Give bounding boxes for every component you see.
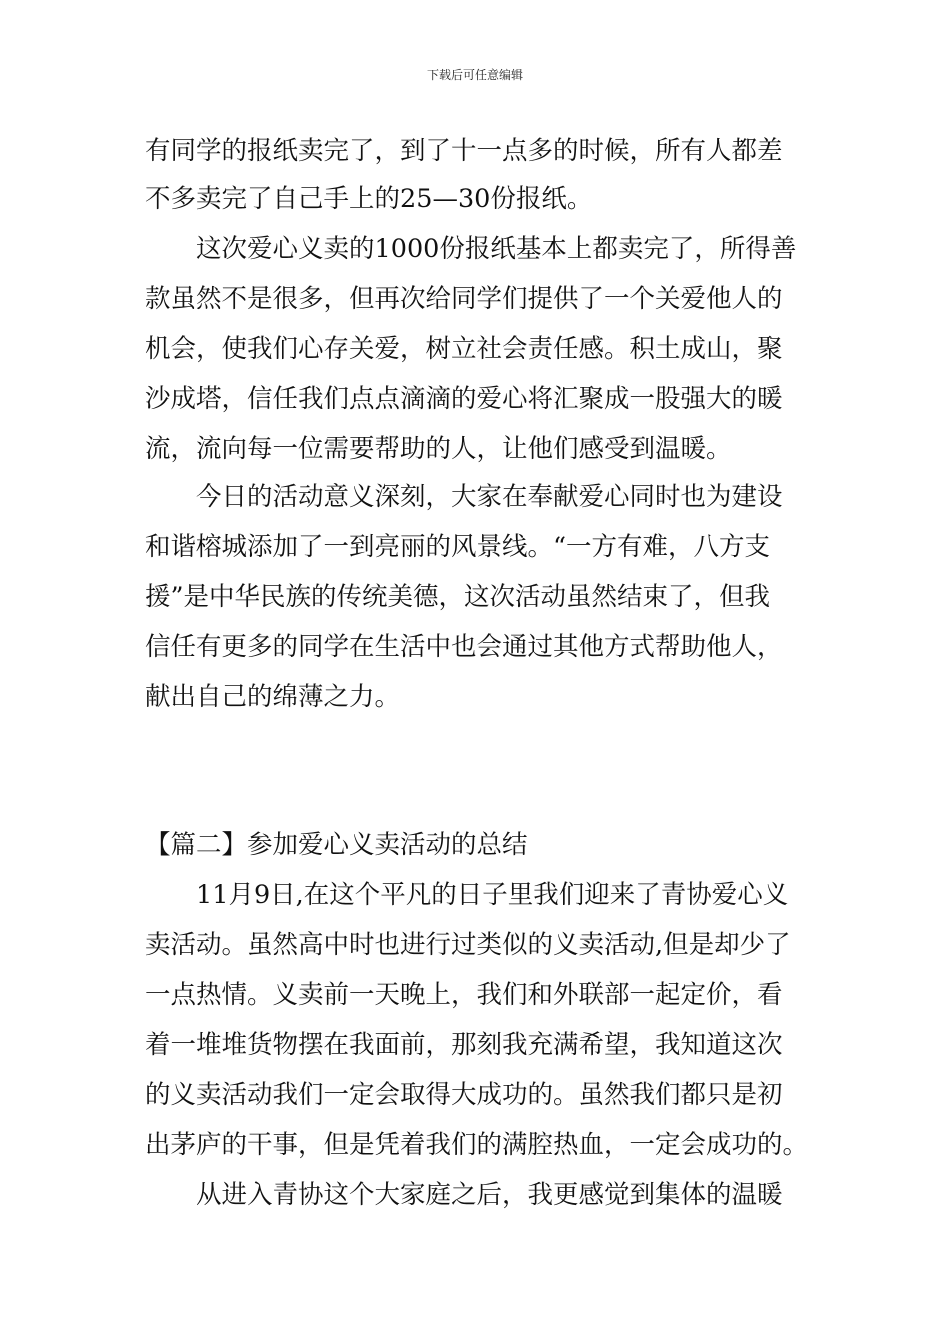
- section-heading: 【篇二】参加爱心义卖活动的总结: [145, 830, 528, 860]
- text-line: 着一堆堆货物摆在我面前，那刻我充满希望，我知道这次: [145, 1030, 783, 1060]
- text-line: 不多卖完了自己手上的25—30份报纸。: [145, 184, 593, 214]
- text-line: 卖活动。虽然高中时也进行过类似的义卖活动,但是却少了: [145, 930, 791, 960]
- text-line: 援”是中华民族的传统美德，这次活动虽然结束了，但我: [145, 582, 771, 612]
- text-line: 的义卖活动我们一定会取得大成功的。虽然我们都只是初: [145, 1080, 783, 1110]
- text-line: 有同学的报纸卖完了，到了十一点多的时候，所有人都差: [145, 136, 783, 166]
- text-line: 信任有更多的同学在生活中也会通过其他方式帮助他人，: [145, 632, 783, 662]
- paragraph-first-line: 11月9日,在这个平凡的日子里我们迎来了青协爱心义: [196, 880, 789, 910]
- text-line: 一点热情。义卖前一天晚上，我们和外联部一起定价，看: [145, 980, 783, 1010]
- text-line: 出茅庐的干事，但是凭着我们的满腔热血，一定会成功的。: [145, 1130, 809, 1160]
- text-line: 和谐榕城添加了一到亮丽的风景线。“一方有难，八方支: [145, 532, 771, 562]
- paragraph-first-line: 今日的活动意义深刻，大家在奉献爱心同时也为建设: [196, 482, 783, 512]
- text-line: 献出自己的绵薄之力。: [145, 682, 401, 712]
- text-line: 机会，使我们心存关爱，树立社会责任感。积土成山，聚: [145, 334, 783, 364]
- text-line: 流，流向每一位需要帮助的人，让他们感受到温暖。: [145, 434, 732, 464]
- text-line: 沙成塔，信任我们点点滴滴的爱心将汇聚成一股强大的暖: [145, 384, 783, 414]
- paragraph-first-line: 这次爱心义卖的1000份报纸基本上都卖完了，所得善: [196, 234, 797, 264]
- paragraph-first-line: 从进入青协这个大家庭之后，我更感觉到集体的温暖: [196, 1180, 783, 1210]
- page-header-note: 下载后可任意编辑: [426, 68, 523, 82]
- text-line: 款虽然不是很多，但再次给同学们提供了一个关爱他人的: [145, 284, 783, 314]
